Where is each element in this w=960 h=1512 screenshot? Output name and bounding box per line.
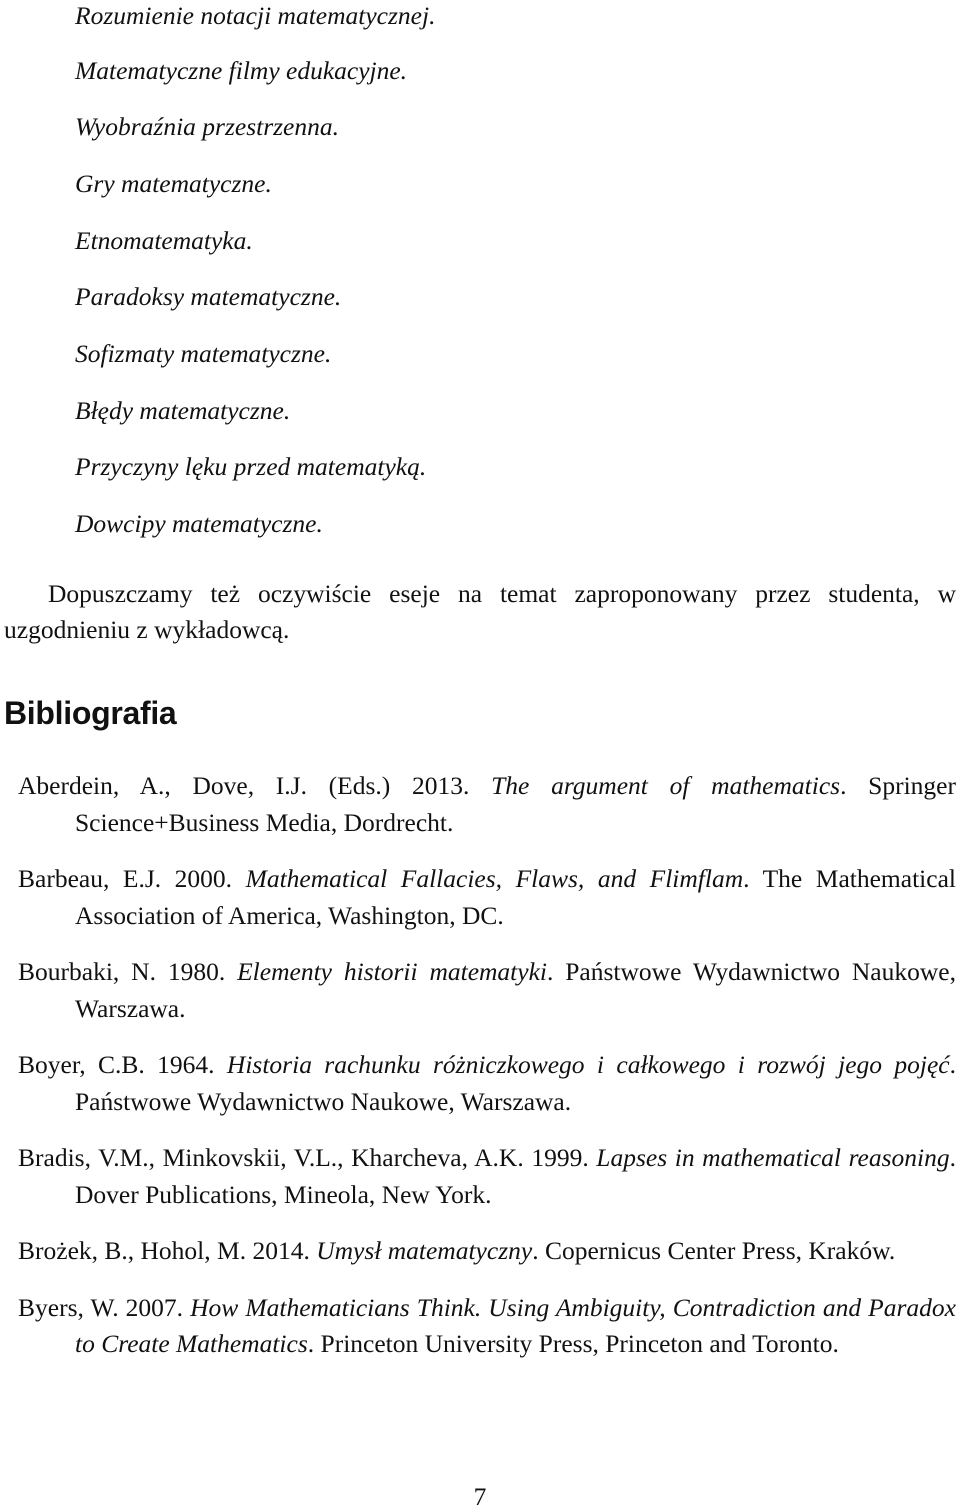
entry-title: Umysł matematyczny (316, 1236, 533, 1265)
entry-title: Historia rachunku różniczkowego i całkowego i rozwój jego pojęć (226, 1050, 950, 1079)
entry-publisher: . Springer Science+Business Media, Dordrecht. (75, 771, 956, 837)
section-title: Bibliografia (4, 695, 177, 731)
entry-authors: Byers, W. 2007. (18, 1292, 191, 1322)
bibliography-entry (18, 1233, 956, 1270)
bibliography-entry (18, 1140, 956, 1213)
topic-text: Rozumienie notacji matematycznej. (75, 1, 436, 30)
bibliography-entry (18, 1290, 956, 1363)
entry-title: Lapses in mathematical reasoning (596, 1143, 950, 1172)
topic-text: Błędy matematyczne. (75, 396, 291, 425)
entry-authors: Bourbaki, N. 1980. (18, 957, 238, 986)
entry-authors: Boyer, C.B. 1964. (18, 1050, 227, 1079)
topic-text: Sofizmaty matematyczne. (75, 339, 332, 368)
bibliography-list (18, 768, 956, 1383)
entry-authors: Aberdein, A., Dove, I.J. (Eds.) 2013. (18, 771, 492, 800)
essay-note: Dopuszczamy też oczywiście eseje na temat zaproponowany przez studenta, w uzgodnieniu z wykładowcą. (4, 579, 956, 644)
entry-authors: Brożek, B., Hohol, M. 2014. (18, 1236, 317, 1265)
topic-text: Gry matematyczne. (75, 169, 272, 198)
bibliography-entry (18, 954, 956, 1027)
topic-text: Etnomatematyka. (75, 226, 253, 255)
topic-text: Dowcipy matematyczne. (75, 509, 323, 538)
bibliography-entry (18, 1047, 956, 1120)
bibliography-entry (18, 861, 956, 934)
topic-text: Matematyczne filmy edukacyjne. (75, 56, 408, 85)
topic-text: Wyobraźnia przestrzenna. (75, 112, 339, 141)
entry-title: Elementy historii matematyki (237, 957, 547, 986)
entry-publisher: . The Mathematical Association of America, Washington, DC. (75, 864, 956, 930)
bibliography-entry (18, 768, 956, 841)
entry-publisher: . Państwowe Wydawnictwo Naukowe, Warszawa. (75, 957, 956, 1023)
topic-text: Paradoksy matematyczne. (75, 282, 342, 311)
entry-authors: Bradis, V.M., Minkovskii, V.L., Kharcheva, A.K. 1999. (18, 1143, 597, 1172)
entry-publisher: . Princeton University Press, Princeton and Toronto. (307, 1329, 839, 1358)
entry-title: Mathematical Fallacies, Flaws, and Flimflam (245, 864, 744, 893)
entry-title: How Mathematicians Think. Using Ambiguity, Contradiction and Paradox to Create Mathematics (75, 1292, 957, 1358)
entry-publisher: . Państwowe Wydawnictwo Naukowe, Warszawa. (75, 1050, 956, 1116)
entry-title: The argument of mathematics (491, 771, 841, 800)
entry-publisher: . Copernicus Center Press, Kraków. (532, 1236, 896, 1265)
entry-authors: Barbeau, E.J. 2000. (18, 864, 246, 893)
topic-text: Przyczyny lęku przed matematyką. (75, 452, 427, 481)
entry-publisher: . Dover Publications, Mineola, New York. (75, 1143, 956, 1209)
page-number: 7 (473, 1482, 487, 1511)
